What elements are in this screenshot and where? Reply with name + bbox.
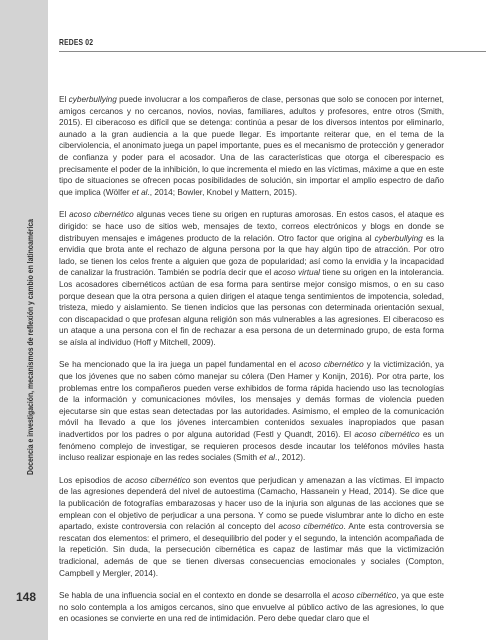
italic-term: acoso cibernético [354, 430, 420, 440]
italic-term: acoso cibernético [332, 591, 397, 601]
text-run: El [59, 210, 70, 220]
italic-term: acoso cibernético [298, 360, 364, 370]
header-rule [59, 51, 486, 52]
text-run: tiene su origen en la intolerancia. Los acosadores cibernéticos actúan de esa forma para sentirse mejor consigo mismos, o en su caso porque desean que la otra persona a quien dirigen el ataque tenga sentimientos de impotencia, soledad, tristeza, miedo y aislamiento. Se tienen indicios que las personas con determinada orientación sexual, con discapacidad o que profesan alguna religión son más vulnerables a las agresiones. El ciberacoso es un ataque a una persona con el fin de rechazar a esa persona de un determinado grupo, de esta forma se aísla al individuo (Hoff y Mitchell, 2009). [59, 268, 444, 347]
running-header: REDES 02 [59, 37, 94, 47]
book-title-text: Docencia e investigación, mecanismos de reflexión y cambio en latinoamérica [25, 219, 35, 475]
paragraph [59, 590, 444, 625]
text-run: Se habla de una influencia social en el contexto en donde se desarrolla el [59, 591, 333, 601]
text-run: es la envidia que brota ante el rechazo de alguna persona por la que hay algún tipo de atracción. Por otro lado, se tienen los celos frente a alguien que goza de popularidad; así como la envidia y la incapacidad de canalizar la frustración. También se podría decir que el [59, 233, 444, 278]
text-run: algunas veces tiene su origen en rupturas amorosas. En estos casos, el ataque es dirigido: se hace uso de sitios web, mensajes de texto, correos electrónicos y blogs en donde se distribuyen mensajes e imágenes producto de la relación. Otro factor que origina al [59, 210, 444, 243]
paragraph [59, 475, 444, 579]
italic-term: acoso cibernético [69, 210, 134, 220]
paragraph [59, 209, 444, 348]
text-run: puede involucrar a los compañeros de clase, personas que solo se conocen por internet, amigos cercanos y no cercanos, novios, novias, familiares, adultos y profesores, entre otros (Smith, 2015). El ciberacoso es difícil que se detenga: continúa a pesar de los diversos intentos por eliminarlo, aunado a la gran audiencia a la que puede llegar. Es importante reiterar que, en el tema de la ciberviolencia, el anonimato juega un papel importante, pues es el mecanismo de protección y generador de confianza y poder para el acosador. Una de las características que otorga el ciberespacio es precisamente el poder de la inhibición, lo que incrementa el miedo en las víctimas, máxime a que en este tipo de situaciones se ofrecen pocas posibilidades de solución, sin importar el amplio espectro de daño que implica (Wölfer [59, 95, 444, 197]
paragraph [59, 94, 444, 198]
side-band [0, 0, 48, 640]
italic-term: acoso cibernético [125, 475, 191, 485]
text-run: El [59, 95, 69, 104]
text-run: ., 2012). [274, 453, 306, 463]
italic-term: et al [259, 453, 275, 463]
paragraph [59, 359, 444, 463]
italic-term: acoso virtual [273, 268, 320, 278]
text-run: ., 2014; Bowler, Knobel y Mattern, 2015). [147, 187, 298, 197]
italic-term: cyberbullying [374, 233, 423, 243]
page-number: 148 [16, 590, 37, 604]
italic-term: acoso cibernético [278, 522, 344, 532]
italic-term: et al [131, 187, 148, 197]
italic-term: cyberbullying [68, 95, 117, 104]
text-run: . Ante esta controversia se rescatan dos elementos: el primero, el desequilibrio del poder y el segundo, la intención acompañada de la repetición. Sin duda, la persecución cibernética es capaz de lastimar más que la victimización tradicional, además de que se tienen diversas consecuencias emocionales y sociales (Compton, Campbell y Mergler, 2014). [59, 522, 444, 578]
text-run: , ya que este no solo contempla a los amigos cercanos, sino que envuelve al público activo de las agresiones, lo que en ocasiones se convierte en una red de intimidación. Pero debe quedar claro que el [59, 591, 444, 624]
text-run: y la victimización, ya que los jóvenes que no saben cómo manejar su cólera (Den Hamer y Konijn, 2016). Por otra parte, los problemas entre los compañeros pueden verse exhibidos de forma rápida haciendo uso las tecnologías de la información y comunicaciones móviles, los mensajes y demás formas de violencia pueden ejecutarse sin que estas sean detectadas por las autoridades. Asimismo, el empleo de la comunicación móvil ha llevado a que los jóvenes intercambien contenidos sexuales inapropiados que pasan inadvertidos por los padres o por alguna autoridad (Festl y Quandt, 2016). El [59, 360, 444, 440]
text-run: es un fenómeno complejo de investigar, se requieren procesos desde incautar los teléfonos móviles hasta incluso realizar espionaje en las redes sociales (Smith [59, 430, 444, 463]
text-run: son eventos que perjudican y amenazan a las víctimas. El impacto de las agresiones dependerá del nivel de autoestima (Camacho, Hassanein y Head, 2014). Se dice que la publicación de fotografías embarazosas y hacer uso de la injuria son algunas de las acciones que se emplean con el objetivo de perjudicar a una persona. Y como se puede vislumbrar ante lo dicho en este apartado, existe controversia con relación al concepto del [59, 475, 444, 532]
body-text [59, 94, 444, 625]
text-run: Los episodios de [59, 475, 126, 485]
text-run: Se ha mencionado que la ira juega un papel fundamental en el [59, 360, 299, 370]
